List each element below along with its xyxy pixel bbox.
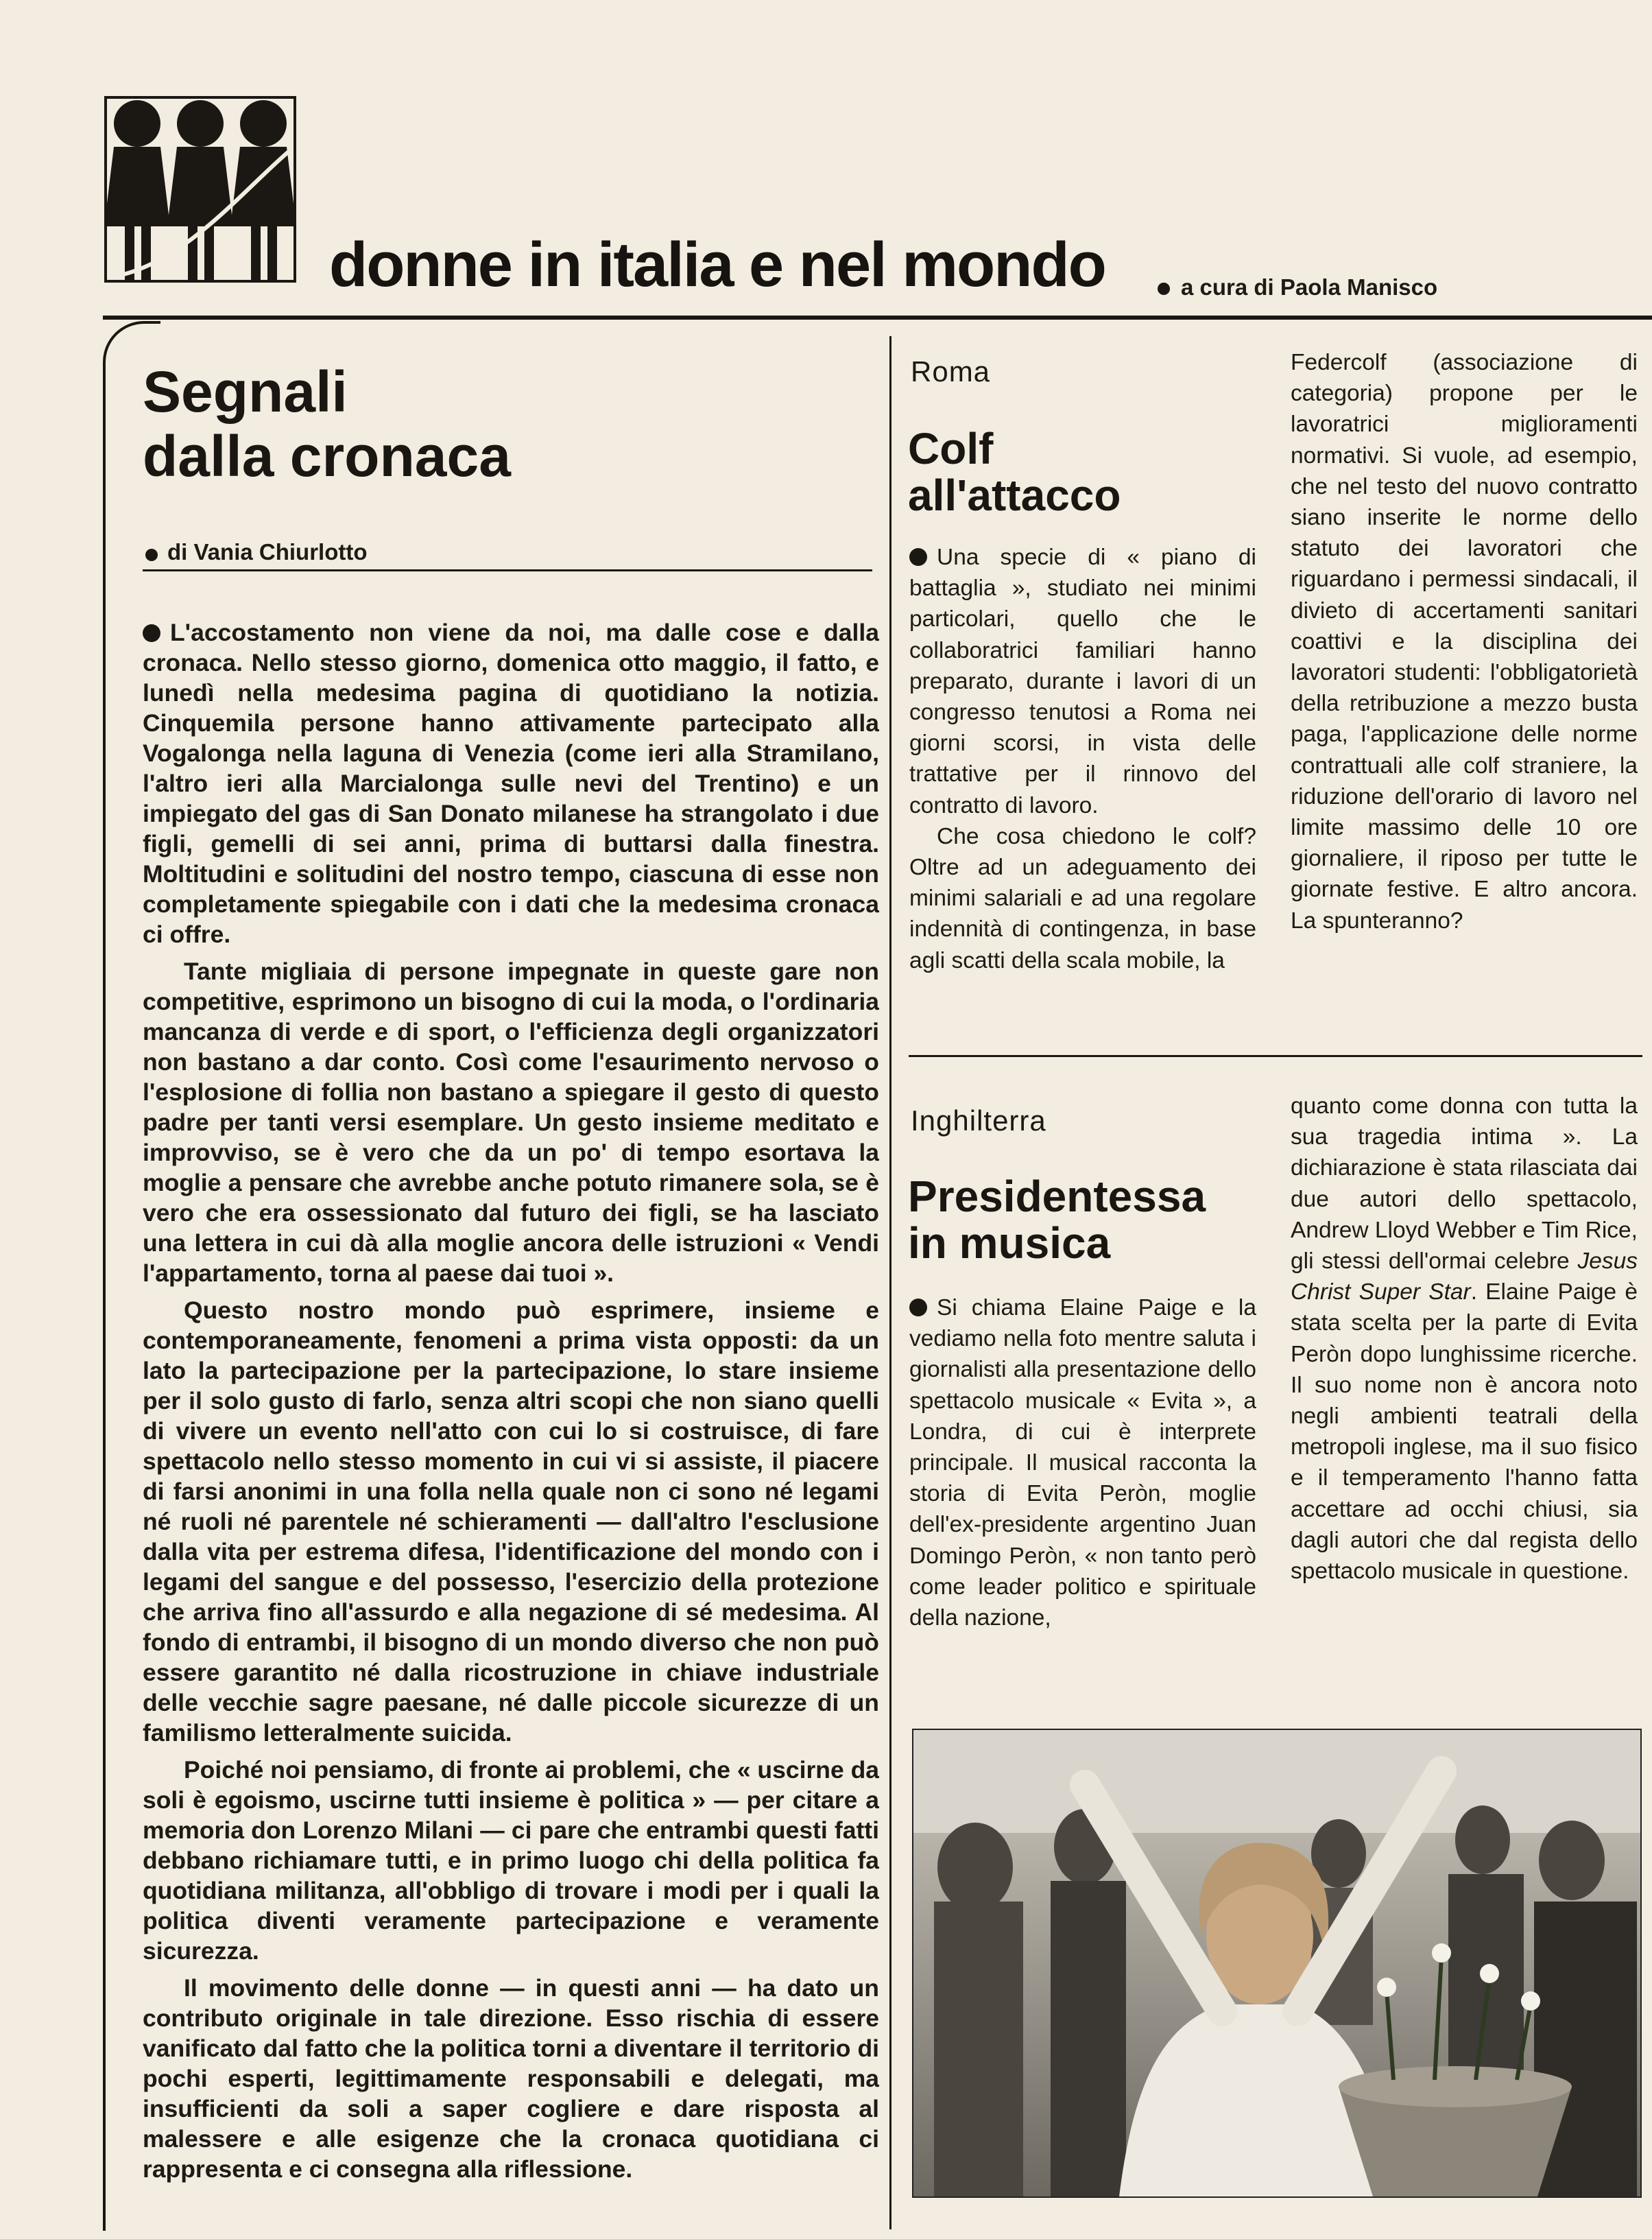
roma-column-1 <box>909 542 1256 1036</box>
bullet-icon <box>909 1299 927 1316</box>
section-title: donne in italia e nel mondo <box>329 230 1105 300</box>
inghilterra-column-2 <box>1291 1091 1638 1708</box>
curator-text: a cura di Paola Manisco <box>1181 274 1438 300</box>
section-curator <box>1158 274 1437 300</box>
paragraph <box>1291 1091 1638 1587</box>
title-line: Colf <box>908 424 994 473</box>
paragraph-text: Si chiama Elaine Paige e la vediamo nella foto mentre saluta i giornalisti alla presentazione dello spettacolo musicale « Evita », a Londra, di cui è interprete principale. Il musical racconta la storia di Evita Peròn, moglie dell'ex-presidente argentino Juan Domingo Peròn, « non tanto però come leader politico e spirituale della nazione, <box>909 1295 1256 1631</box>
paragraph-text: quanto come donna con tutta la sua tragedia intima ». La dichiarazione è stata rilasciata dai due autori dello spettacolo, Andrew Lloyd Webber e Tim Rice, gli stessi dell'ormai celebre <box>1291 1093 1638 1275</box>
roma-article-title <box>908 425 1121 519</box>
article-separator-rule <box>909 1055 1642 1057</box>
byline-text: di Vania Chiurlotto <box>167 539 368 565</box>
paragraph <box>143 617 879 949</box>
roma-column-2 <box>1291 347 1638 1033</box>
header-rule <box>103 316 1652 320</box>
inghilterra-kicker: Inghilterra <box>911 1104 1046 1137</box>
paragraph <box>909 1292 1256 1633</box>
paragraph: Il movimento delle donne — in questi anni — ha dato un contributo originale in tale direzione. Esso rischia di essere vanificato dal fatto che la politica torni a diventare il territorio di pochi esperti, legittimamente responsabili e delegati, ma insufficienti da soli a saper cogliere e dare risposta al malessere e alle esigenze che la cronaca quotidiana ci rappresenta e ci consegna alla riflessione. <box>143 1974 879 2183</box>
bullet-icon <box>143 624 160 642</box>
title-line: all'attacco <box>908 471 1121 520</box>
paragraph: Che cosa chiedono le colf? Oltre ad un adeguamento dei minimi salariali e ad una regolare indennità di contingenza, in base agli scatti della scala mobile, la <box>909 823 1256 973</box>
title-line: Segnali <box>143 359 348 424</box>
left-article-byline <box>145 539 368 565</box>
paragraph: Tante migliaia di persone impegnate in queste gare non competitive, esprimono un bisogno di cui la moda, o l'ordinaria mancanza di verde e di sport, o l'efficienza degli organizzatori non bastano a dar conto. Così come l'esaurimento nervoso o l'esplosione di follia non bastano a spiegare il gesto di questo padre per tanti versi esemplare. Un gesto insieme meditato e improvviso, se è vero che da un po' di tempo esortava la moglie a pensare che avrebbe anche potuto rimanere sola, se è vero che era ossessionato dal futuro dei figli, se ha lasciato una lettera in cui dà alla moglie ancora delle istruzioni « Vendi l'appartamento, torna al paese dai tuoi ». <box>143 958 879 1287</box>
roma-kicker: Roma <box>911 355 991 388</box>
paragraph: Federcolf (associazione di categoria) propone per le lavoratrici miglioramenti normativi. Si vuole, ad esempio, che nel testo del nuovo contratto siano inserite le norme dello statuto dei lavoratori che riguardano i permessi sindacali, il divieto di accertamenti sanitari coattivi e la disciplina dei lavoratori studenti: l'obbligatorietà della retribuzione a mezzo busta paga, l'applicazione delle norme contrattuali alle colf straniere, la riduzione dell'orario di lavoro nel limite massimo delle 10 ore giornaliere, il riposo per tutte le giornate festive. E altro ancora. La spunteranno? <box>1291 350 1638 934</box>
work-title: Jesus Christ Super Star <box>1291 1248 1638 1305</box>
paragraph-text: Una specie di « piano di battaglia », studiato nei minimi particolari, quello che le collaboratrici familiari hanno preparato, durante i lavori di un congresso tenutosi a Roma nei giorni scorsi, in vista delle trattative per il rinnovo del contratto di lavoro. <box>909 545 1256 818</box>
inghilterra-article-title <box>908 1173 1206 1266</box>
left-article-title <box>143 359 511 488</box>
press-photo <box>912 1729 1642 2198</box>
bullet-icon <box>1158 283 1170 295</box>
paragraph-text: L'accostamento non viene da noi, ma dalle cose e dalla cronaca. Nello stesso giorno, domenica otto maggio, il fatto, e lunedì nella medesima pagina di quotidiano la notizia. Cinquemila persone hanno attivamente partecipato alla Vogalonga nella laguna di Venezia (come ieri alla Stramilano, l'altro ieri alla Marcialonga sulle nevi del Trentino) e un impiegato del gas di San Donato milanese ha strangolato i due figli, gemelli di sei anni, prima di buttarsi dalla finestra. Moltitudini e solitudini del nostro tempo, ciascuna di esse non completamente spiegabile con i dati che la medesima cronaca ci offre. <box>143 619 879 948</box>
three-women-logo-icon <box>104 96 296 283</box>
bullet-icon <box>909 548 927 566</box>
title-line: dalla cronaca <box>143 424 511 488</box>
bullet-icon <box>145 549 158 561</box>
column-divider <box>889 336 891 2229</box>
paragraph <box>909 542 1256 821</box>
title-line: Presidentessa <box>908 1172 1206 1221</box>
paragraph: Questo nostro mondo può esprimere, insieme e contemporaneamente, fenomeni a prima vista opposti: da un lato la partecipazione per la partecipazione, lo stare insieme per il solo gusto di farlo, senza altri scopi che non siano quelli di vivere un evento nell'atto con cui lo si costruisce, di fare spettacolo nello stesso momento in cui vi si assiste, il piacere di farsi anonimi in una folla nella quale non ci sono né legami né ruoli né parentele né schieramenti — dall'altro l'esclusione dalla vita per estrema difesa, l'identificazione del mondo con i legami del sangue e del possesso, l'esercizio della protezione che arriva fino all'assurdo e alla negazione di sé medesima. Al fondo di entrambi, il bisogno di un mondo diverso che non può essere garantito né dalla ricostruzione in chiave industriale delle vecchie sagre paesane, né dalle piccole sicurezze di un familismo letteralmente suicida. <box>143 1296 879 1746</box>
inghilterra-column-1 <box>909 1292 1256 1704</box>
paragraph: Poiché noi pensiamo, di fronte ai problemi, che « uscirne da soli è egoismo, uscirne tutti insieme è politica » — per citare a memoria don Lorenzo Milani — ci pare che entrambi questi fatti debbano richiamare tutti, e in primo luogo chi della politica fa quotidiana militanza, all'obbligo di trovare i modi per i quali la politica diventi veramente partecipazione e veramente sicurezza. <box>143 1756 879 1965</box>
left-article-body <box>143 617 879 2209</box>
byline-rule <box>143 569 872 571</box>
title-line: in musica <box>908 1218 1111 1268</box>
paragraph-text: . Elaine Paige è stata scelta per la parte di Evita Peròn dopo lunghissime ricerche. Il suo nome non è ancora noto negli ambienti teatrali della metropoli inglese, ma il suo fisico e il temperamento l'hanno fatta accettare ad occhi chiusi, sia dagli autori che dal regista dello spettacolo musicale in questione. <box>1291 1279 1638 1585</box>
